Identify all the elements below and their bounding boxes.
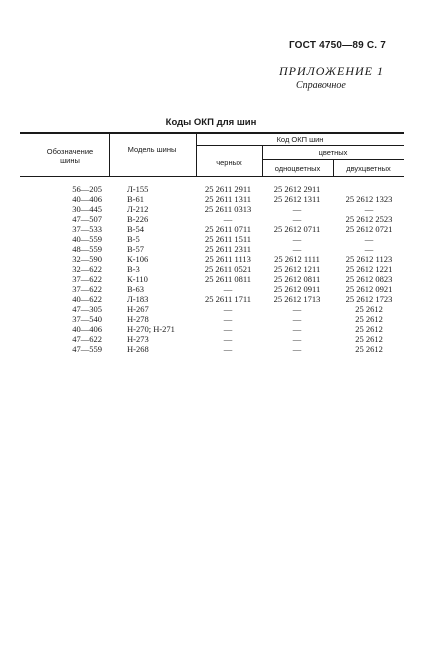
header-black: черных — [216, 158, 242, 167]
tire-designation: 37—533 — [72, 224, 102, 234]
one-color-code: 25 2612 1713 — [273, 294, 321, 304]
table-row — [0, 294, 422, 304]
tire-model: В-226 — [127, 214, 149, 224]
tire-designation: 37—540 — [72, 314, 102, 324]
one-color-code: 25 2612 1211 — [273, 264, 321, 274]
tire-model: Н-273 — [127, 334, 149, 344]
one-color-code: 25 2612 2911 — [273, 184, 321, 194]
tire-designation: 30—445 — [72, 204, 102, 214]
tire-designation: 40—406 — [72, 194, 102, 204]
one-color-code: — — [292, 234, 302, 244]
black-code: 25 2611 0313 — [204, 204, 252, 214]
one-color-code: 25 2612 0911 — [273, 284, 321, 294]
tire-model: В-3 — [127, 264, 140, 274]
tire-designation: 40—622 — [72, 294, 102, 304]
tire-designation: 48—559 — [72, 244, 102, 254]
table-row — [0, 224, 422, 234]
table-row — [0, 254, 422, 264]
two-color-code: — — [364, 204, 374, 214]
two-color-code: 25 2612 0823 — [345, 274, 393, 284]
header-okp-code: Код ОКП шин — [276, 135, 324, 144]
two-color-code: 25 2612 0921 — [345, 284, 393, 294]
tire-model: Н-270; Н-271 — [127, 324, 175, 334]
black-code: — — [223, 344, 233, 354]
okp-code-rule — [196, 145, 404, 146]
tire-model: Л-183 — [127, 294, 149, 304]
header-two-color: двухцветных — [346, 164, 391, 173]
table-row — [0, 264, 422, 274]
two-color-code: 25 2612 — [355, 344, 383, 354]
tire-designation: 40—559 — [72, 234, 102, 244]
header-model: Модель шины — [127, 145, 177, 154]
header-designation: Обозначение шины — [46, 147, 94, 165]
table-row — [0, 314, 422, 324]
two-color-code: 25 2612 1723 — [345, 294, 393, 304]
tire-model: Л-155 — [127, 184, 149, 194]
black-code: — — [223, 284, 233, 294]
black-code: — — [223, 214, 233, 224]
one-color-code: 25 2612 1111 — [274, 254, 320, 264]
table-row — [0, 214, 422, 224]
black-code: — — [223, 334, 233, 344]
tire-model: Л-212 — [127, 204, 149, 214]
black-code: — — [223, 324, 233, 334]
two-color-code: 25 2612 0721 — [345, 224, 393, 234]
two-color-code: 25 2612 1323 — [345, 194, 393, 204]
tire-model: Н-267 — [127, 304, 149, 314]
tire-model: К-110 — [127, 274, 148, 284]
two-color-code: 25 2612 — [355, 304, 383, 314]
tire-model: Н-278 — [127, 314, 149, 324]
tire-model: В-63 — [127, 284, 144, 294]
black-code: 25 2611 0711 — [204, 224, 252, 234]
tire-model: В-54 — [127, 224, 144, 234]
tire-model: Н-268 — [127, 344, 149, 354]
two-color-code: 25 2612 — [355, 314, 383, 324]
tire-designation: 47—507 — [72, 214, 102, 224]
tire-designation: 32—590 — [72, 254, 102, 264]
black-code: — — [223, 304, 233, 314]
one-color-code: — — [292, 304, 302, 314]
two-color-code: — — [364, 244, 374, 254]
table-row — [0, 344, 422, 354]
black-code: 25 2611 1311 — [204, 194, 252, 204]
two-color-code: 25 2612 — [355, 334, 383, 344]
one-color-code: — — [292, 314, 302, 324]
header-colored: цветных — [318, 148, 348, 157]
black-code: 25 2611 1511 — [204, 234, 252, 244]
two-color-code: 25 2612 1221 — [345, 264, 393, 274]
one-color-code: 25 2612 0711 — [273, 224, 321, 234]
tire-designation: 47—559 — [72, 344, 102, 354]
two-color-code: 25 2612 — [355, 324, 383, 334]
tire-designation: 37—622 — [72, 274, 102, 284]
one-color-code: — — [292, 214, 302, 224]
tire-designation: 47—622 — [72, 334, 102, 344]
tire-model: В-5 — [127, 234, 140, 244]
table-row — [0, 284, 422, 294]
reference-label: Справочное — [296, 80, 346, 91]
column-divider — [109, 132, 110, 176]
table-row — [0, 204, 422, 214]
black-code: 25 2611 1113 — [205, 254, 251, 264]
one-color-code: — — [292, 244, 302, 254]
one-color-code: — — [292, 204, 302, 214]
one-color-code: — — [292, 324, 302, 334]
table-row — [0, 274, 422, 284]
table-top-rule — [20, 132, 404, 134]
tire-model: В-57 — [127, 244, 144, 254]
tire-designation: 37—622 — [72, 284, 102, 294]
table-row — [0, 234, 422, 244]
black-code: 25 2611 1711 — [204, 294, 252, 304]
table-row — [0, 304, 422, 314]
two-color-code: 25 2612 2523 — [345, 214, 393, 224]
table-row — [0, 194, 422, 204]
tire-model: К-106 — [127, 254, 149, 264]
black-code: 25 2611 2311 — [204, 244, 252, 254]
table-title: Коды ОКП для шин — [165, 117, 257, 128]
table-body — [0, 184, 422, 354]
tire-designation: 47—305 — [72, 304, 102, 314]
table-row — [0, 184, 422, 194]
appendix-heading: ПРИЛОЖЕНИЕ 1 — [279, 64, 384, 78]
one-color-code: — — [292, 344, 302, 354]
header-one-color: одноцветных — [274, 164, 321, 173]
tire-designation: 32—622 — [72, 264, 102, 274]
table-row — [0, 324, 422, 334]
two-color-code: — — [364, 234, 374, 244]
tire-designation: 56—205 — [72, 184, 102, 194]
table-row — [0, 244, 422, 254]
table-row — [0, 334, 422, 344]
table-header-bottom-rule — [20, 176, 404, 177]
black-code: — — [223, 314, 233, 324]
black-code: 25 2611 0521 — [204, 264, 252, 274]
document-reference: ГОСТ 4750—89 С. 7 — [288, 40, 386, 51]
one-color-code: — — [292, 334, 302, 344]
tire-model: В-61 — [127, 194, 144, 204]
two-color-code: 25 2612 1123 — [345, 254, 393, 264]
one-color-code: 25 2612 0811 — [273, 274, 321, 284]
tire-designation: 40—406 — [72, 324, 102, 334]
black-code: 25 2611 2911 — [204, 184, 252, 194]
black-code: 25 2611 0811 — [204, 274, 252, 284]
one-color-code: 25 2612 1311 — [273, 194, 321, 204]
